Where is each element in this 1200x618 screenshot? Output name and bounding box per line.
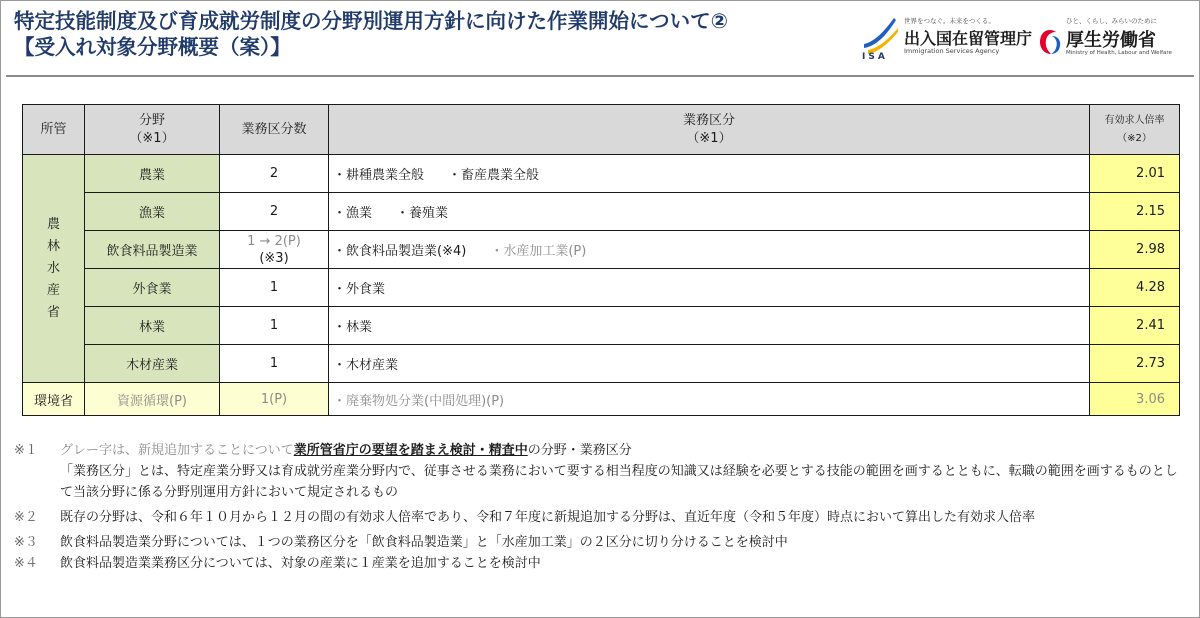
table-row (23, 155, 1180, 193)
mhlw-name: 厚生労働省 (1066, 30, 1156, 51)
count-cell: 1 (220, 307, 329, 345)
footnote-1-post: の分野・業務区分 (527, 443, 632, 458)
table-row (23, 307, 1180, 345)
footnote-2 (14, 507, 1189, 528)
count-cell: 1 (220, 345, 329, 383)
field-cell: 飲食料品製造業 (85, 231, 220, 269)
header-ministry: 所管 (23, 105, 85, 155)
count-cell: 1 (220, 269, 329, 307)
header-category-note: （※1） (686, 130, 732, 146)
footnote-3 (14, 532, 1189, 553)
field-cell: 外食業 (85, 269, 220, 307)
mhlw-logo-icon (1038, 28, 1062, 56)
ministry-maff-char: 省 (46, 304, 60, 320)
footnote-mark: ※４ (14, 556, 38, 571)
page-title (14, 8, 728, 60)
mhlw-english-name: Ministry of Health, Labour and Welfare (1066, 50, 1172, 56)
ministry-maff (23, 155, 85, 383)
footnote-4-text: 飲食料品製造業業務区分については、対象の産業に１産業を追加することを検討中 (60, 556, 541, 571)
category-item: ・漁業 (333, 206, 373, 221)
category-cell: ・廃棄物処分業(中間処理)(P) (329, 383, 1090, 416)
header-count: 業務区分数 (220, 105, 329, 155)
footnote-2-text: 既存の分野は、令和６年１０月から１２月の間の有効求人倍率であり、令和７年度に新規追加する分野は、直近年度（令和５年度）時点において算出した有効求人倍率 (60, 510, 1036, 525)
category-cell: ・林業 (329, 307, 1090, 345)
table-row (23, 231, 1180, 269)
category-cell (329, 231, 1090, 269)
ratio-cell: 2.01 (1090, 155, 1180, 193)
header-ratio-label: 有効求人倍率 (1104, 114, 1165, 126)
title-line-1: 特定技能制度及び育成就労制度の分野別運用方針に向けた作業開始について② (14, 9, 728, 33)
count-cell (220, 231, 329, 269)
count-line: 1 → 2(P) (247, 233, 301, 249)
footnotes (14, 440, 1189, 574)
ratio-cell: 4.28 (1090, 269, 1180, 307)
category-cell (329, 155, 1090, 193)
count-note: (※3) (259, 250, 289, 266)
fields-table (22, 104, 1180, 416)
field-cell: 資源循環(P) (85, 383, 220, 416)
footnote-4 (14, 553, 1189, 574)
ministry-env: 環境省 (23, 383, 85, 416)
isa-name: 出入国在留管理庁 (904, 29, 1033, 48)
header-field (85, 105, 220, 155)
header-field-note: （※1） (129, 130, 175, 146)
mhlw-slogan: ひと、くらし、みらいのために (1066, 17, 1157, 25)
logos (860, 14, 1190, 66)
header-ratio (1090, 105, 1180, 155)
ministry-maff-char: 農 (46, 216, 60, 232)
ratio-cell: 2.98 (1090, 231, 1180, 269)
ratio-cell: 3.06 (1090, 383, 1180, 416)
footnote-1-pre: グレー字は、新規追加することについて (60, 443, 294, 458)
category-item: ・飲食料品製造業(※4) (333, 244, 467, 259)
footnote-1-detail-text: 「業務区分」とは、特定産業分野又は育成就労産業分野内で、従事させる業務において要する相当程度の知識又は経験を必要とする技能の範囲を画するとともに、転職の範囲を画するものとして当該分野に係る分野別運用方針において規定されるもの (60, 464, 1178, 500)
isa-english-name: Immigration Services Agency (904, 47, 1000, 55)
footnote-1-emphasis: 業所管省庁の要望を踏まえ検討・精査中 (293, 443, 528, 458)
header-ratio-note: （※2） (1117, 132, 1152, 144)
ministry-maff-char: 林 (46, 238, 60, 254)
field-cell: 農業 (85, 155, 220, 193)
table-row-env (23, 383, 1180, 416)
ratio-cell: 2.15 (1090, 193, 1180, 231)
footnote-mark: ※２ (14, 510, 38, 525)
header-field-label: 分野 (138, 112, 165, 128)
header-category-label: 業務区分 (682, 112, 735, 128)
count-cell: 1(P) (220, 383, 329, 416)
table-header-row (23, 105, 1180, 155)
footnote-mark: ※１ (14, 443, 38, 458)
header-divider (6, 75, 1194, 77)
count-cell: 2 (220, 155, 329, 193)
ratio-cell: 2.41 (1090, 307, 1180, 345)
isa-letters: ISA (862, 52, 888, 62)
category-cell: ・外食業 (329, 269, 1090, 307)
footnote-mark: ※３ (14, 535, 38, 550)
table-row (23, 269, 1180, 307)
ministry-maff-char: 水 (46, 260, 60, 276)
footnote-3-text: 飲食料品製造業分野については、１つの業務区分を「飲食料品製造業」と「水産加工業」の２区分に切り分けることを検討中 (60, 535, 788, 550)
table-row (23, 193, 1180, 231)
category-cell (329, 193, 1090, 231)
footnote-1 (14, 440, 1189, 461)
isa-slogan: 世界をつなぐ。未来をつくる。 (904, 17, 995, 25)
field-cell: 林業 (85, 307, 220, 345)
field-cell: 木材産業 (85, 345, 220, 383)
category-item: ・養殖業 (396, 206, 449, 221)
header-category (329, 105, 1090, 155)
title-line-2: 【受入れ対象分野概要（案）】 (14, 35, 291, 59)
footnote-1-detail (14, 461, 1189, 503)
count-cell: 2 (220, 193, 329, 231)
category-item: ・畜産農業全般 (448, 168, 540, 183)
field-cell: 漁業 (85, 193, 220, 231)
ratio-cell: 2.73 (1090, 345, 1180, 383)
table-row (23, 345, 1180, 383)
category-item-pending: ・水産加工業(P) (490, 244, 587, 259)
category-cell: ・木材産業 (329, 345, 1090, 383)
category-item: ・耕種農業全般 (333, 168, 425, 183)
ministry-maff-char: 産 (46, 282, 60, 298)
